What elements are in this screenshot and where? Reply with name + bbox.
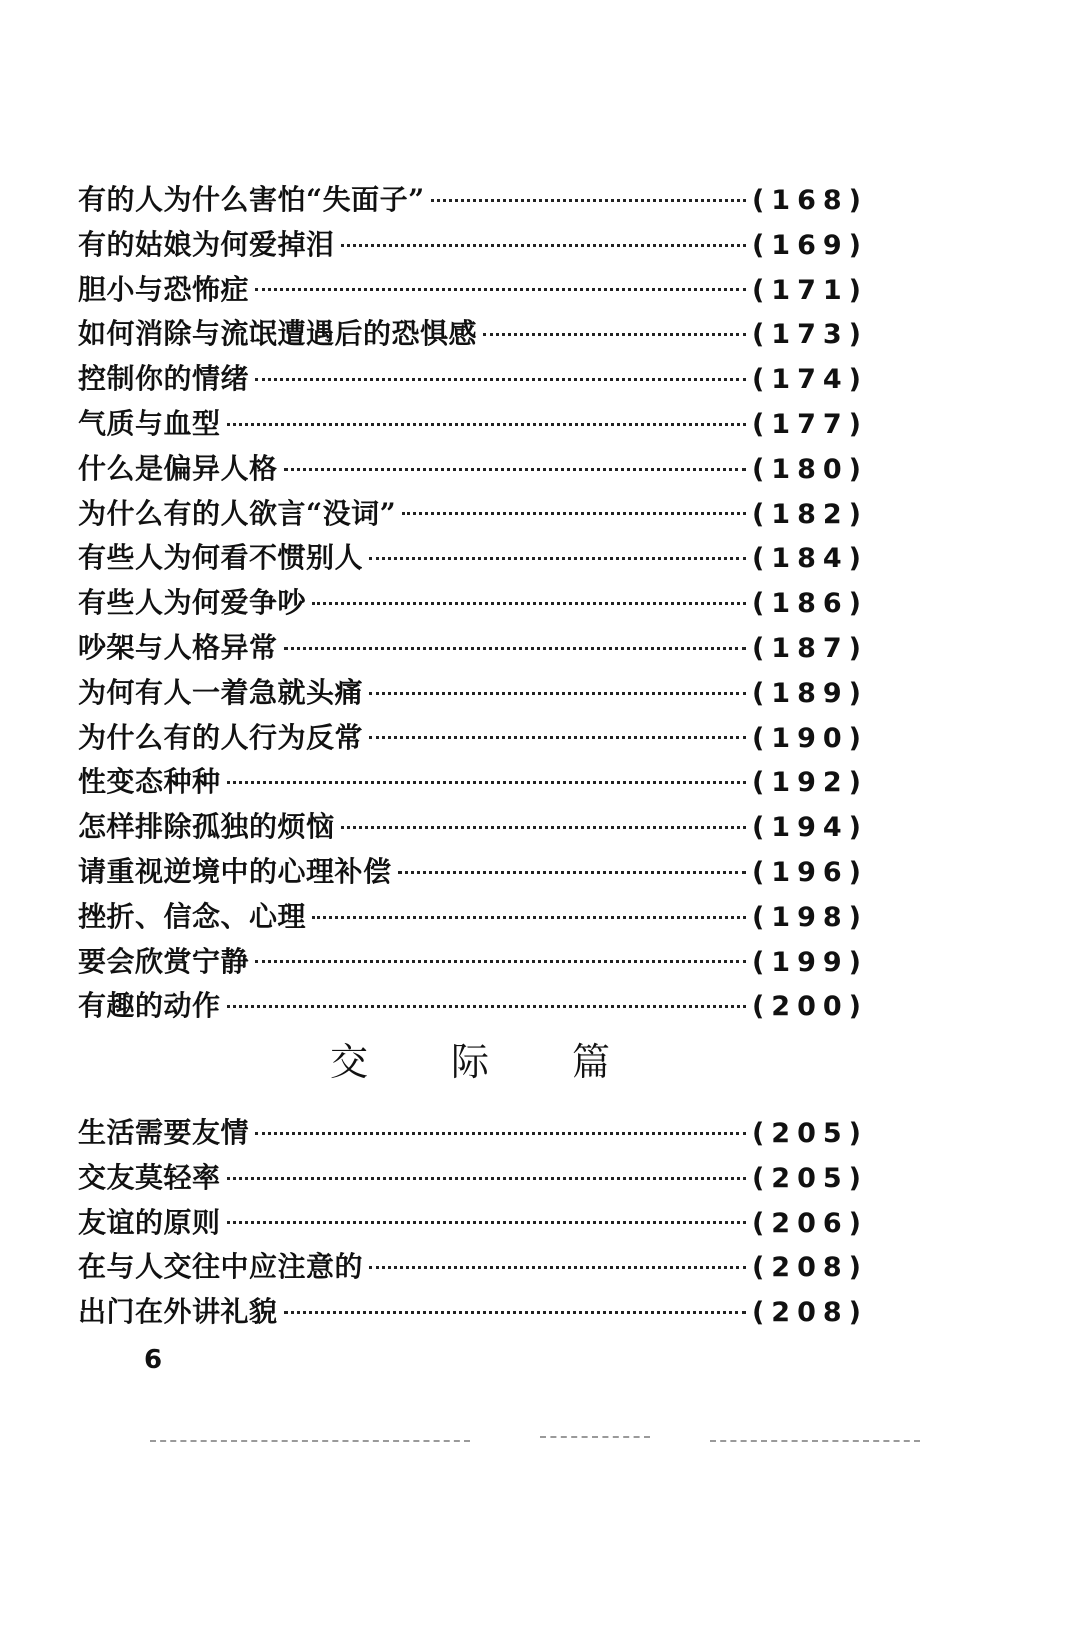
toc-dot-leader xyxy=(341,244,746,247)
toc-dot-leader xyxy=(369,557,746,560)
toc-entry-page: (168) xyxy=(751,185,868,216)
toc-entry xyxy=(78,716,868,761)
toc-entry-title: 什么是偏异人格 xyxy=(78,451,278,485)
scan-artifact xyxy=(540,1436,650,1438)
toc-entry-title: 有的姑娘为何爱掉泪 xyxy=(78,227,335,261)
toc-entry-page: (208) xyxy=(751,1297,868,1329)
toc-entry-title: 控制你的情绪 xyxy=(78,362,250,396)
toc-entry xyxy=(78,1245,868,1290)
toc-entry-title: 友谊的原则 xyxy=(78,1205,221,1239)
toc-list-part2 xyxy=(78,1111,868,1335)
toc-entry-title: 交友莫轻率 xyxy=(78,1160,221,1194)
toc-entry-title: 为何有人一着急就头痛 xyxy=(78,675,364,709)
toc-dot-leader xyxy=(227,1221,746,1224)
toc-entry-page: (169) xyxy=(751,229,868,261)
toc-entry-page: (192) xyxy=(751,767,868,799)
toc-dot-leader xyxy=(369,1266,746,1269)
toc-entry xyxy=(78,1111,868,1156)
toc-entry-title: 如何消除与流氓遭遇后的恐惧感 xyxy=(78,317,478,351)
toc-entry-page: (187) xyxy=(751,632,868,664)
section-heading-char: 交 xyxy=(330,1040,369,1084)
toc-dot-leader xyxy=(255,960,746,963)
toc-entry-page: (206) xyxy=(751,1207,868,1239)
toc-dot-leader xyxy=(483,333,746,336)
toc-entry-page: (171) xyxy=(751,274,868,306)
toc-dot-leader xyxy=(284,1311,746,1314)
page-number: 6 xyxy=(144,1345,163,1375)
toc-entry xyxy=(78,1290,868,1335)
toc-entry-title: 挫折、信念、心理 xyxy=(78,899,307,933)
toc-list-part1 xyxy=(78,178,868,1029)
toc-dot-leader xyxy=(227,781,746,784)
section-heading-char: 际 xyxy=(450,1040,489,1084)
toc-entry-title: 有些人为何看不惯别人 xyxy=(78,541,364,575)
toc-entry-page: (198) xyxy=(751,901,868,933)
toc-entry-page: (194) xyxy=(751,812,868,844)
toc-dot-leader xyxy=(227,1177,746,1180)
toc-entry xyxy=(78,984,868,1029)
toc-entry-title: 出门在外讲礼貌 xyxy=(78,1295,278,1329)
toc-entry xyxy=(78,671,868,716)
toc-entry-page: (182) xyxy=(751,498,868,530)
toc-entry-page: (180) xyxy=(751,453,868,485)
toc-dot-leader xyxy=(369,692,746,695)
toc-entry-title: 有的人为什么害怕“失面子” xyxy=(78,183,425,216)
toc-entry-title: 生活需要友情 xyxy=(78,1116,250,1149)
toc-entry-page: (196) xyxy=(751,856,868,888)
toc-entry-page: (199) xyxy=(751,946,868,978)
toc-dot-leader xyxy=(284,647,746,650)
toc-entry-title: 为什么有的人欲言“没词” xyxy=(78,496,397,530)
toc-entry-title: 有趣的动作 xyxy=(78,989,221,1023)
toc-dot-leader xyxy=(369,736,746,739)
toc-entry xyxy=(78,223,868,268)
toc-entry xyxy=(78,1201,868,1246)
toc-dot-leader xyxy=(284,468,746,471)
toc-entry-page: (208) xyxy=(751,1252,868,1284)
toc-entry xyxy=(78,402,868,447)
toc-entry-page: (177) xyxy=(751,408,868,440)
toc-entry-page: (189) xyxy=(751,677,868,709)
toc-entry xyxy=(78,805,868,850)
toc-dot-leader xyxy=(227,423,746,426)
toc-dot-leader xyxy=(227,1005,746,1008)
toc-entry xyxy=(78,492,868,537)
toc-entry-page: (186) xyxy=(751,588,868,620)
toc-dot-leader xyxy=(255,1132,746,1135)
toc-entry-page: (205) xyxy=(751,1162,868,1194)
toc-entry-title: 请重视逆境中的心理补偿 xyxy=(78,854,392,888)
toc-dot-leader xyxy=(255,288,746,291)
toc-dot-leader xyxy=(255,378,746,381)
toc-entry xyxy=(78,850,868,895)
toc-entry xyxy=(78,536,868,581)
toc-entry xyxy=(78,178,868,223)
toc-dot-leader xyxy=(402,512,746,515)
toc-entry xyxy=(78,1156,868,1201)
toc-dot-leader xyxy=(398,871,746,874)
toc-entry-title: 吵架与人格异常 xyxy=(78,630,278,664)
toc-entry xyxy=(78,626,868,671)
toc-entry-page: (205) xyxy=(751,1118,868,1149)
toc-entry xyxy=(78,760,868,805)
toc-entry-page: (190) xyxy=(751,722,868,754)
toc-entry xyxy=(78,940,868,985)
toc-entry-page: (200) xyxy=(751,991,868,1023)
toc-entry-title: 有些人为何爱争吵 xyxy=(78,586,307,620)
toc-entry xyxy=(78,312,868,357)
toc-dot-leader xyxy=(312,916,746,919)
toc-entry xyxy=(78,581,868,626)
toc-entry-title: 气质与血型 xyxy=(78,406,221,440)
toc-entry xyxy=(78,895,868,940)
toc-entry-title: 要会欣赏宁静 xyxy=(78,944,250,978)
toc-entry-title: 怎样排除孤独的烦恼 xyxy=(78,810,335,844)
toc-entry xyxy=(78,268,868,313)
toc-dot-leader xyxy=(431,199,746,202)
toc-entry xyxy=(78,447,868,492)
toc-dot-leader xyxy=(341,826,746,829)
section-heading-char: 篇 xyxy=(571,1040,610,1084)
toc-dot-leader xyxy=(312,602,746,605)
toc-entry-page: (184) xyxy=(751,543,868,575)
toc-entry-page: (173) xyxy=(751,319,868,351)
scan-artifact xyxy=(710,1440,920,1442)
toc-entry xyxy=(78,357,868,402)
toc-entry-title: 为什么有的人行为反常 xyxy=(78,720,364,754)
toc-entry-title: 性变态种种 xyxy=(78,765,221,799)
toc-entry-title: 胆小与恐怖症 xyxy=(78,272,250,306)
toc-entry-title: 在与人交往中应注意的 xyxy=(78,1250,364,1284)
toc-entry-page: (174) xyxy=(751,364,868,396)
section-heading xyxy=(330,1036,610,1088)
scan-artifact xyxy=(150,1440,470,1442)
